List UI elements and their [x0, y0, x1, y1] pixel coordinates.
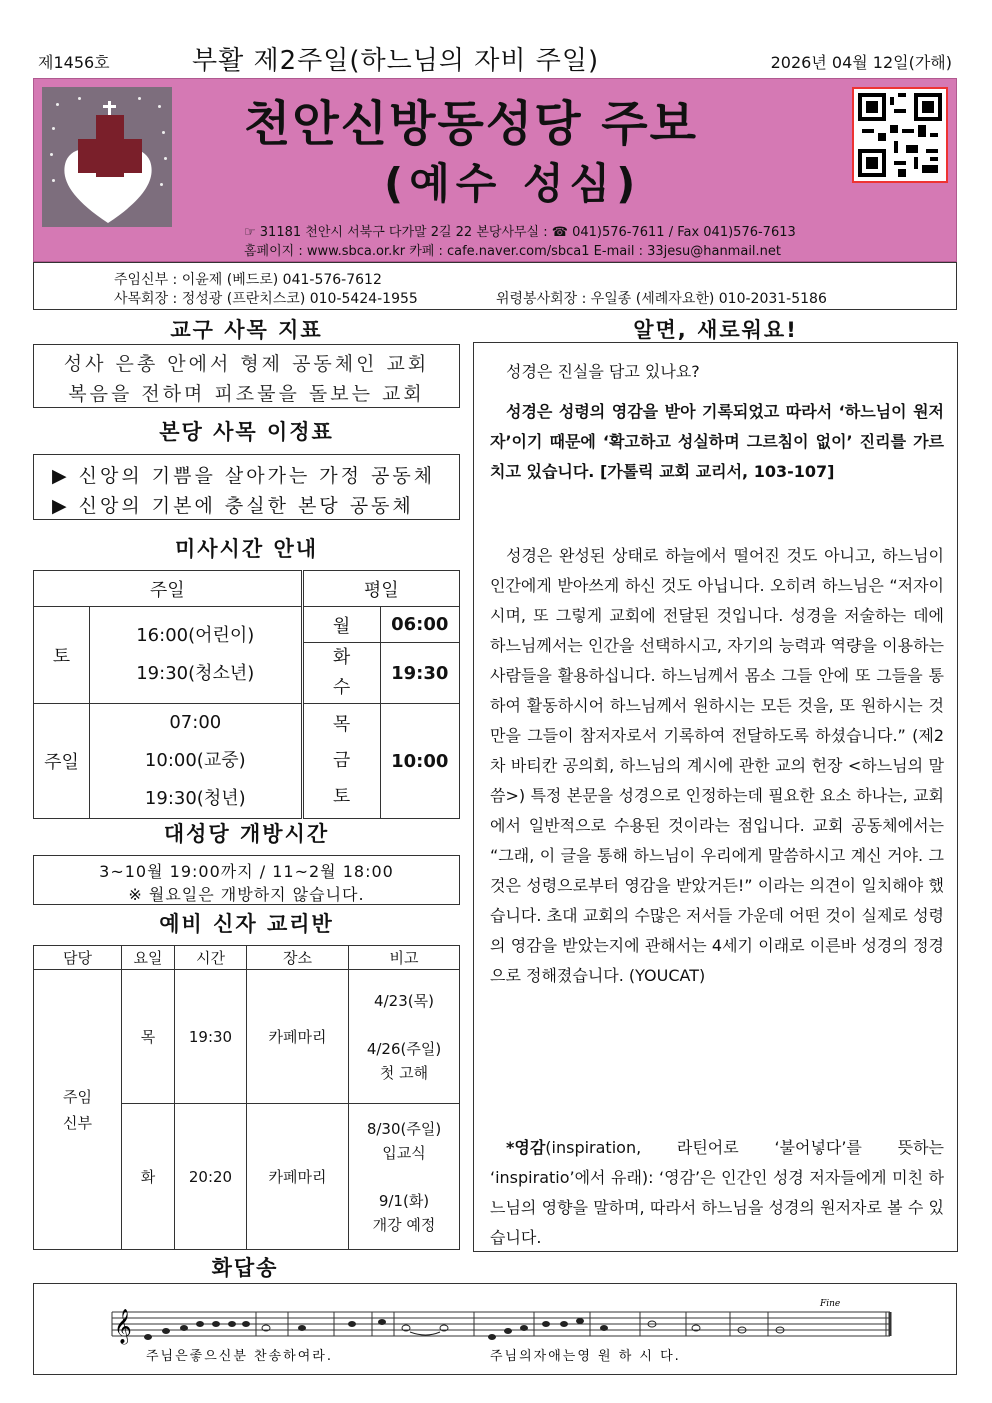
note-text: (inspiration, 라틴어로 ‘불어넣다’를 뜻하는 ‘inspiratio’에서 유래): ‘영감’은 인간인 성경 저자들에게 미친 하느님의 영향을 말하며, 따라서 하느님을 성경의 원저자로 볼 수 있습니다. — [490, 1138, 944, 1247]
catechumen-table — [33, 945, 460, 1250]
weekday-column-header: 평일 — [302, 571, 459, 607]
sunday-column-header: 주일 — [34, 571, 303, 607]
church-open-note: ※ 월요일은 개방하지 않습니다. — [128, 885, 365, 904]
class-place: 카페마리 — [247, 970, 349, 1104]
parish-logo-icon — [42, 87, 172, 227]
article-note — [490, 1133, 944, 1253]
issue-number: 제1456호 — [38, 53, 110, 72]
class-time: 19:30 — [175, 970, 247, 1104]
committee-contact: 위령봉사회장 : 우일종 (세례자요한) 010-2031-5186 — [496, 291, 827, 307]
class-day: 화 — [122, 1104, 175, 1250]
parish-goal-box — [33, 454, 460, 520]
mass-time: 16:00(어린이) — [136, 625, 255, 646]
class-notes: 4/23(목) 4/26(주일) 첫 고해 — [349, 970, 460, 1104]
council-contact: 사목회장 : 정성광 (프란치스코) 010-5424-1955 — [114, 291, 418, 307]
column-header: 시간 — [175, 946, 247, 970]
mass-time: 19:30(청년) — [144, 788, 246, 809]
issue-date: 2026년 04월 12일(가해) — [770, 53, 952, 72]
parish-goal-heading: 본당 사목 이정표 — [159, 420, 334, 444]
diocese-goal-box — [33, 344, 460, 408]
psalm-heading: 화답송 — [211, 1256, 279, 1280]
article-body: 성경은 완성된 상태로 하늘에서 떨어진 것도 아니고, 하느님이 인간에게 받아쓰게 하신 것도 아닙니다. 오히려 하느님은 “저자이시며, 또 그렇게 교회에 전달된 것입니다. 성경을 저술하는 데에 하느님께서는 인간을 선택하시고, 자기의 능력과 역량을 이용하는 사람들을 활용하십니다. 하느님께서 몸소 그들 안에 또 그들을 통하여 활동하시어 하느님께서 원하시는 모든 것을, 또 원하시는 것만을 그들이 참저자로서 기록하여 전달하도록 하셨습니다.” (제2차 바티칸 공의회, 하느님의 계시에 관한 교의 헌장 <하느님의 말씀>) 특정 본문을 성경으로 인정하는데 필요한 요소 하나는, 교회에서 일반적으로 수용된 것이라는 점입니다. 교회 공동체에서는 “그래, 이 글을 통해 하느님이 우리에게 말씀하시고 계신 거야. 그것은 성령으로부터 영감을 받았거든!” 이라는 의견이 일치해야 했습니다. 초대 교회의 수많은 저서들 가운데 어떤 것이 실제로 성령의 영감을 받았는지에 관해서는 4세기 이래로 이른바 성경의 정경으로 정해졌습니다. (YOUCAT) — [490, 546, 944, 985]
parish-goal-item: ▶ 신앙의 기쁨을 살아가는 가정 공동체 — [52, 465, 436, 487]
note-term: *영감 — [506, 1138, 546, 1157]
svg-text:𝄞: 𝄞 — [114, 1309, 132, 1344]
class-day: 목 — [122, 970, 175, 1104]
weekday-time: 10:00 — [380, 704, 459, 819]
mass-time: 10:00(교중) — [144, 750, 246, 771]
address-line: ☞ 31181 천안시 서북구 다가말 2길 22 본당사무실 : ☎ 041)576-7611 / Fax 041)576-7613 — [244, 225, 796, 240]
diocese-goal-line: 복음을 전하며 피조물을 돌보는 교회 — [68, 383, 425, 405]
weekday-label: 화 수 — [302, 643, 380, 704]
church-open-hours: 3~10월 19:00까지 / 11~2월 18:00 — [99, 862, 394, 881]
catechumen-heading: 예비 신자 교리반 — [159, 912, 334, 936]
bulletin-subtitle: (예수 성심) — [384, 159, 642, 208]
diocese-goal-heading: 교구 사목 지표 — [170, 318, 323, 342]
mass-time: 19:30(청소년) — [136, 663, 255, 684]
liturgical-sunday: 부활 제2주일(하느님의 자비 주일) — [192, 46, 600, 76]
article-heading: 알면, 새로워요! — [633, 318, 798, 342]
church-open-box — [33, 855, 460, 905]
article-box — [473, 342, 958, 1252]
mass-times-table — [33, 570, 460, 819]
music-staff — [34, 1284, 956, 1374]
psalm-lyrics: 주님은좋으신분 찬송하여라. — [146, 1349, 333, 1364]
weekday-label: 목 금 토 — [302, 704, 380, 819]
column-header: 담당 — [34, 946, 122, 970]
church-open-heading: 대성당 개방시간 — [163, 822, 330, 846]
sunday-times — [90, 704, 303, 819]
masthead-banner — [33, 78, 957, 262]
sunday-label: 주일 — [34, 704, 90, 819]
web-contact-line: 홈페이지 : www.sbca.or.kr 카페 : cafe.naver.com/sbca1 E-mail : 33jesu@hanmail.net — [244, 244, 782, 259]
class-notes: 8/30(주일) 입교식 9/1(화) 개강 예정 — [349, 1104, 460, 1250]
parish-goal-item: ▶ 신앙의 기본에 충실한 본당 공동체 — [52, 495, 414, 517]
article-question: 성경은 진실을 담고 있나요? — [506, 362, 700, 381]
mass-times-heading: 미사시간 안내 — [174, 537, 319, 561]
weekday-time: 19:30 — [380, 643, 459, 704]
psalm-lyrics: 주님의자애는영 원 하 시 다. — [490, 1349, 681, 1364]
column-header: 장소 — [247, 946, 349, 970]
column-header: 비고 — [349, 946, 460, 970]
column-header: 요일 — [122, 946, 175, 970]
pastor-contact: 주임신부 : 이윤제 (베드로) 041-576-7612 — [114, 272, 382, 288]
psalm-score — [33, 1283, 957, 1375]
fine-marking: Fine — [820, 1299, 841, 1309]
weekday-label: 월 — [302, 607, 380, 643]
weekday-time: 06:00 — [380, 607, 459, 643]
saturday-label: 토 — [34, 607, 90, 704]
staff-contacts — [33, 262, 957, 310]
teacher-cell: 주임 신부 — [34, 970, 122, 1250]
qr-code-icon[interactable] — [852, 87, 948, 183]
bulletin-title: 천안신방동성당 주보 — [244, 96, 699, 152]
article-answer: 성경은 성령의 영감을 받아 기록되었고 따라서 ‘하느님이 원저자’이기 때문에 ‘확고하고 성실하며 그르침이 없이’ 진리를 가르치고 있습니다. [가톨릭 교회 교리서, 103-107] — [490, 402, 944, 481]
mass-time: 07:00 — [169, 712, 222, 733]
class-place: 카페마리 — [247, 1104, 349, 1250]
header-line — [30, 40, 960, 74]
class-time: 20:20 — [175, 1104, 247, 1250]
saturday-times — [90, 607, 303, 704]
diocese-goal-line: 성사 은총 안에서 형제 공동체인 교회 — [63, 353, 430, 375]
